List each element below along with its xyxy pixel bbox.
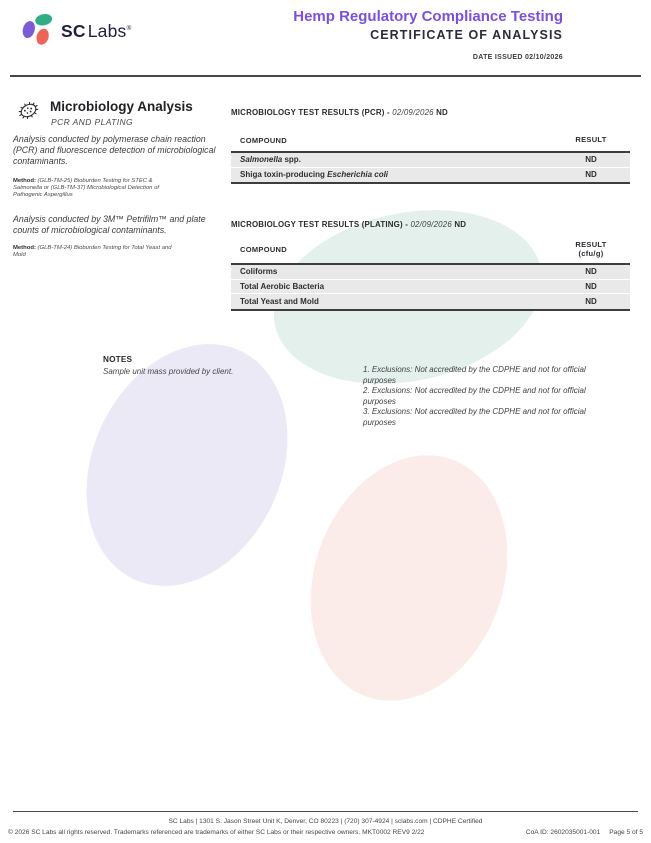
plating-method-text: (GLB-TM-24) Bioburden Testing for Total Yeast and Mold (13, 245, 172, 258)
page-number: Page 5 of 5 (609, 829, 643, 836)
pcr-title-overall-result: ND (433, 108, 448, 117)
footer-doc-ids (526, 829, 643, 836)
pcr-title-date: 02/09/2026 (392, 108, 434, 117)
result-cell: ND (585, 281, 597, 291)
pcr-table-header (231, 130, 630, 151)
result-unit-line1: RESULT (575, 240, 607, 249)
footer-copyright: © 2026 SC Labs all rights reserved. Trademarks referenced are trademarks of either SC Labs or their respective owners. MKT0002 REV9 2/22 (8, 829, 425, 836)
header-divider (10, 75, 641, 77)
plating-title-prefix: MICROBIOLOGY TEST RESULTS (PLATING) - (231, 220, 411, 229)
compound-italic: Escherichia coli (327, 170, 389, 180)
compound-cell: Coliforms (240, 267, 278, 277)
table-row (231, 280, 630, 295)
microbe-icon (14, 96, 43, 130)
section-subtitle: PCR AND PLATING (51, 117, 134, 127)
plating-table-body (231, 263, 630, 311)
compound-italic: Salmonella (240, 155, 283, 165)
notes-body: Sample unit mass provided by client. (103, 367, 234, 376)
pcr-results-title (231, 108, 448, 117)
compound-cell (240, 155, 552, 164)
footer-legal-line (8, 829, 643, 836)
table-row (231, 265, 630, 280)
footer-contact-line: SC Labs | 1301 S. Jason Street Unit K, Denver, CO 80223 | (720) 307-4924 | sclabs.com | CDPHE Certified (168, 818, 483, 825)
sc-labs-logo-icon (22, 12, 55, 50)
exclusion-item: 2. Exclusions: Not accredited by the CDPHE and not for official purposes (363, 386, 586, 406)
exclusion-item: 1. Exclusions: Not accredited by the CDPHE and not for official purposes (363, 365, 586, 385)
pcr-results-table (231, 130, 630, 184)
plating-col-result (552, 241, 630, 258)
pcr-method (13, 178, 179, 199)
result-unit-line2: (cfu/g) (578, 248, 604, 258)
compound-rest: Shiga toxin-producing (240, 170, 328, 180)
plating-results-title (231, 220, 466, 229)
plating-title-overall-result: ND (451, 220, 467, 229)
pcr-col-compound: COMPOUND (240, 136, 287, 145)
table-row (231, 168, 630, 183)
result-cell: ND (585, 296, 597, 306)
plating-method-label: Method: (13, 245, 36, 251)
plating-results-table (231, 236, 630, 311)
compound-rest: spp. (282, 155, 301, 165)
compound-cell: Total Yeast and Mold (240, 296, 319, 306)
compound-cell (240, 170, 552, 179)
brand-labs: Labs (87, 20, 127, 41)
plating-description: Analysis conducted by 3M™ Petrifilm™ and plate counts of microbiological contaminants. (13, 214, 206, 235)
brand-wordmark (61, 21, 131, 42)
exclusion-item: 3. Exclusions: Not accredited by the CDPHE and not for official purposes (363, 407, 586, 427)
notes-section (103, 355, 233, 376)
brand-sc: SC (61, 20, 86, 41)
result-cell: ND (585, 267, 597, 277)
footer-divider (13, 811, 638, 812)
coa-id: CoA ID: 2602035001-001 (525, 829, 601, 836)
plating-table-header (231, 236, 630, 263)
pcr-table-body (231, 151, 630, 184)
document-title: Hemp Regulatory Compliance Testing (293, 8, 563, 25)
decor-blob-pink (278, 427, 541, 728)
pcr-title-prefix: MICROBIOLOGY TEST RESULTS (PCR) - (231, 108, 393, 117)
sc-labs-logo (22, 12, 131, 50)
exclusions-list (363, 365, 589, 429)
result-cell: ND (585, 170, 597, 180)
pcr-description: Analysis conducted by polymerase chain reaction (PCR) and fluorescence detection of microbiological contaminants. (13, 134, 216, 166)
notes-title: NOTES (103, 355, 133, 364)
pcr-method-text: (GLB-TM-25) Bioburden Testing for STEC & Salmonella or (GLB-TM-37) Microbiological Detection of Pathogenic Aspergillus (13, 178, 160, 198)
table-row (231, 153, 630, 168)
plating-method (13, 245, 179, 259)
document-subtitle: CERTIFICATE OF ANALYSIS (370, 28, 563, 42)
document-title-block (293, 8, 563, 42)
registered-mark: ® (126, 24, 132, 32)
date-issued: DATE ISSUED 02/10/2026 (472, 54, 563, 61)
compound-cell: Total Aerobic Bacteria (240, 281, 325, 291)
plating-title-date: 02/09/2026 (410, 220, 452, 229)
table-row (231, 294, 630, 309)
plating-col-compound: COMPOUND (240, 245, 287, 254)
pcr-method-label: Method: (13, 178, 36, 184)
section-title: Microbiology Analysis (50, 99, 193, 114)
result-cell: ND (585, 155, 597, 165)
pcr-col-result: RESULT (575, 135, 607, 145)
